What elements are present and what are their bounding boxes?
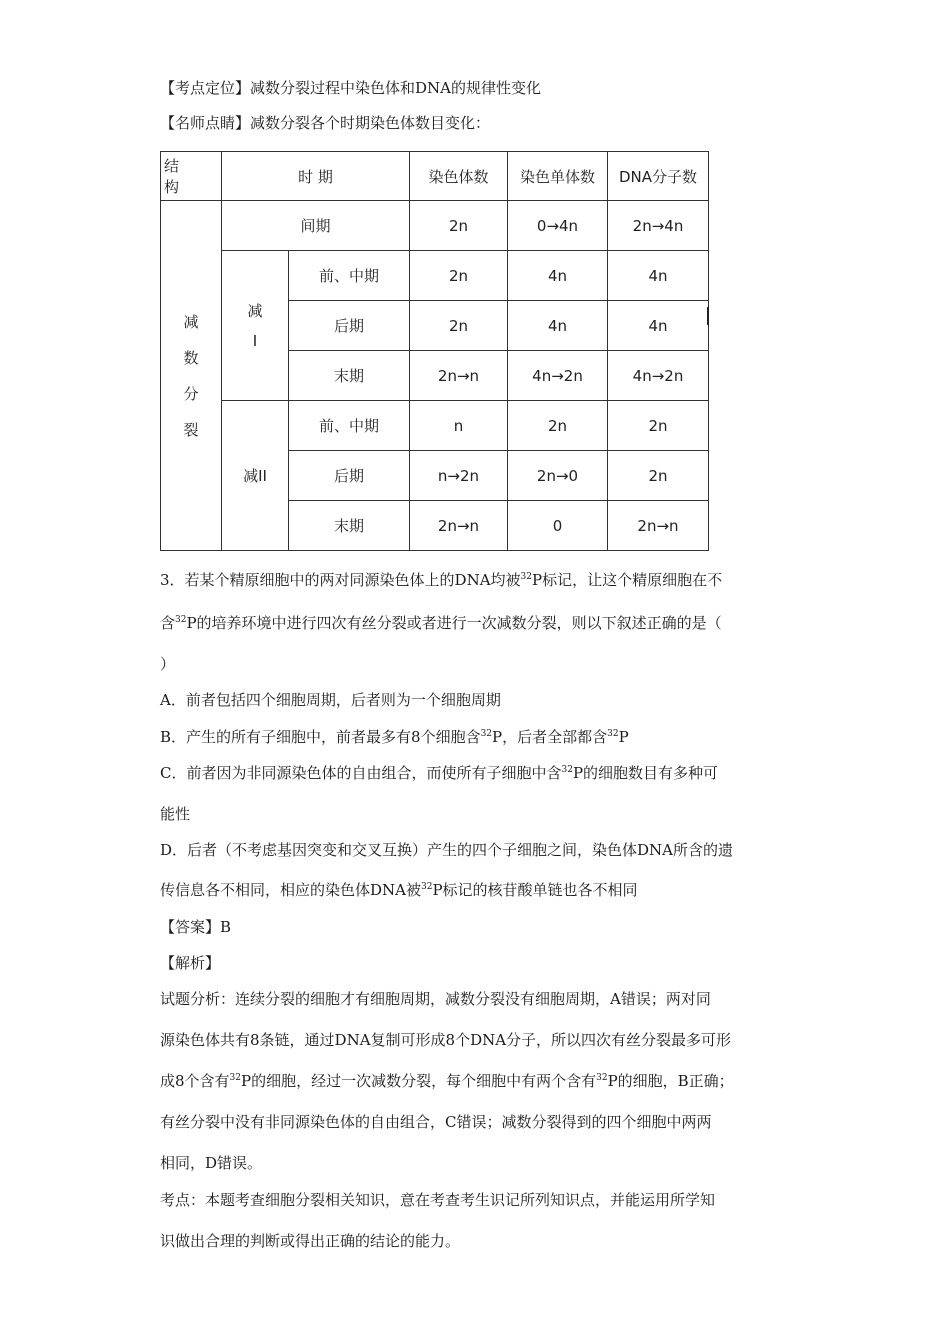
group-char: 数 [183, 348, 199, 367]
table-cell: 0→4n [508, 201, 608, 251]
option-b-text: P，后者全部都含 [492, 728, 608, 746]
table-cell: 2n [508, 401, 608, 451]
header-structure: 结 构 [161, 152, 222, 201]
table-cell: n [410, 401, 508, 451]
kaodian-summary-text: 识做出合理的判断或得出正确的结论的能力。 [160, 1232, 461, 1250]
analysis-text: P的细胞，B正确； [607, 1072, 734, 1090]
analysis-tag: 【解析】 [160, 954, 221, 972]
phase-label: 后期 [289, 451, 410, 501]
option-c-line-2 [160, 804, 190, 824]
option-c-text: 能性 [160, 805, 191, 823]
table-cell: 2n [608, 451, 709, 501]
table-row [161, 201, 709, 251]
option-c-text: P的细胞数目有多种可 [572, 764, 719, 782]
phase-label: 前、中期 [289, 401, 410, 451]
stem-text: P标记，让这个精原细胞在不 [531, 571, 723, 589]
meiosis-group-label [161, 201, 222, 551]
option-a-text: A．前者包括四个细胞周期，后者则为一个细胞周期 [160, 691, 501, 709]
option-d-line-1 [160, 840, 733, 860]
option-d-text: D．后者（不考虑基因突变和交叉互换）产生的四个子细胞之间，染色体DNA所含的遗 [160, 841, 734, 859]
analysis-line-5 [160, 1153, 262, 1173]
isotope-superscript: 32 [520, 572, 532, 582]
m1-char: 减 [247, 301, 263, 320]
table-cell: 4n [608, 251, 709, 301]
mingshi-line [160, 113, 490, 133]
option-c-line-1 [160, 763, 718, 783]
analysis-text: 有丝分裂中没有非同源染色体的自由组合，C错误；减数分裂得到的四个细胞中两两 [160, 1113, 712, 1131]
table-cell: 4n→2n [508, 351, 608, 401]
analysis-line-1 [160, 989, 711, 1009]
answer-line [160, 917, 231, 937]
interphase-label: 间期 [222, 201, 410, 251]
table-cell: 2n [410, 251, 508, 301]
option-b [160, 727, 629, 747]
stem-text: P的培养环境中进行四次有丝分裂或者进行一次减数分裂，则以下叙述正确的是（ [186, 614, 722, 632]
question-stem-line-3 [160, 654, 175, 674]
isotope-superscript: 32 [561, 765, 573, 775]
m1-char: I [252, 331, 258, 350]
phase-label: 末期 [289, 351, 410, 401]
kaodian-tag: 【考点定位】 [160, 79, 251, 97]
option-c-text: C．前者因为非同源染色体的自由组合，而使所有子细胞中含 [160, 764, 562, 782]
kaodian-summary-text: 考点：本题考查细胞分裂相关知识，意在考查考生识记所列知识点，并能运用所学知 [160, 1191, 716, 1209]
meiosis-1-label [222, 251, 289, 401]
mingshi-text: 减数分裂各个时期染色体数目变化： [250, 114, 491, 132]
table-cell: 2n→n [410, 501, 508, 551]
analysis-label [160, 953, 220, 973]
table-cell: 2n→n [410, 351, 508, 401]
analysis-line-2 [160, 1030, 731, 1050]
group-char: 减 [183, 312, 199, 331]
kaodian-text: 减数分裂过程中染色体和DNA的规律性变化 [250, 79, 542, 97]
header-chromatid-count: 染色单体数 [508, 152, 608, 201]
table-cell: 4n [608, 301, 709, 351]
table-cell: 2n [410, 301, 508, 351]
table-header-row [161, 152, 709, 201]
table-cell: 2n [608, 401, 709, 451]
group-char: 分 [183, 384, 199, 403]
phase-label: 前、中期 [289, 251, 410, 301]
option-b-text: P [618, 728, 629, 746]
phase-label: 末期 [289, 501, 410, 551]
stem-text: 含 [160, 614, 176, 632]
answer-label: 【答案】B [160, 918, 232, 936]
table-cell: 2n→0 [508, 451, 608, 501]
analysis-text: 试题分析：连续分裂的细胞才有细胞周期，减数分裂没有细胞周期，A错误；两对同 [160, 990, 711, 1008]
meiosis-2-label: 减II [222, 401, 289, 551]
table-cell: 0 [508, 501, 608, 551]
header-phase: 时 期 [222, 152, 410, 201]
analysis-text: P的细胞，经过一次减数分裂，每个细胞中有两个含有 [241, 1072, 597, 1090]
option-d-line-2 [160, 880, 638, 900]
isotope-superscript: 32 [175, 615, 187, 625]
meiosis-table [160, 151, 709, 551]
kaodian-summary-line-2 [160, 1231, 460, 1251]
table-row [161, 401, 709, 451]
mingshi-tag: 【名师点睛】 [160, 114, 251, 132]
kaodian-line [160, 78, 541, 98]
option-d-text: P标记的核苷酸单链也各不相同 [432, 881, 638, 899]
analysis-text: 相同，D错误。 [160, 1154, 263, 1172]
question-stem-line-1 [160, 570, 722, 590]
group-char: 裂 [183, 420, 199, 439]
table-cell: 4n→2n [608, 351, 709, 401]
option-a [160, 690, 501, 710]
table-row [161, 251, 709, 301]
table-edge-mark [707, 307, 709, 325]
table-cell: n→2n [410, 451, 508, 501]
stem-text: ） [160, 655, 176, 673]
analysis-line-3 [160, 1071, 734, 1091]
header-dna-count: DNA分子数 [608, 152, 709, 201]
table-cell: 2n [410, 201, 508, 251]
isotope-superscript: 32 [607, 729, 619, 739]
kaodian-summary-line-1 [160, 1190, 715, 1210]
analysis-line-4 [160, 1112, 711, 1132]
option-b-text: B．产生的所有子细胞中，前者最多有8个细胞含 [160, 728, 481, 746]
isotope-superscript: 32 [421, 882, 433, 892]
isotope-superscript: 32 [596, 1073, 608, 1083]
isotope-superscript: 32 [229, 1073, 241, 1083]
question-stem-line-2 [160, 613, 722, 633]
phase-label: 后期 [289, 301, 410, 351]
table-cell: 2n→n [608, 501, 709, 551]
analysis-text: 成8个含有 [160, 1072, 230, 1090]
table-cell: 2n→4n [608, 201, 709, 251]
option-d-text: 传信息各不相同，相应的染色体DNA被 [160, 881, 421, 899]
analysis-text: 源染色体共有8条链，通过DNA复制可形成8个DNA分子，所以四次有丝分裂最多可形 [160, 1031, 732, 1049]
table-cell: 4n [508, 301, 608, 351]
isotope-superscript: 32 [480, 729, 493, 739]
table-cell: 4n [508, 251, 608, 301]
header-chromosome-count: 染色体数 [410, 152, 508, 201]
stem-text: 3．若某个精原细胞中的两对同源染色体上的DNA均被 [160, 571, 521, 589]
